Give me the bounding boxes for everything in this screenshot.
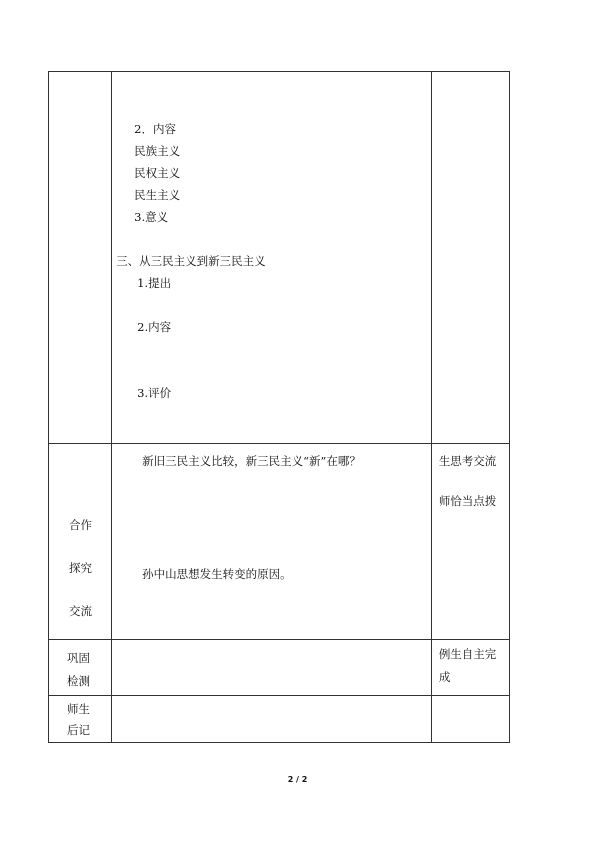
row-label: 合作 [69,518,92,532]
section-heading: 三、从三民主义到新三民主义 [116,254,266,268]
row-label: 探究 [69,561,92,575]
row-label: 后记 [67,723,90,737]
table-row [49,72,510,444]
content-line: 新旧三民主义比较，新三民主义“新”在哪？ [142,454,361,468]
row-label: 师生 [67,702,90,716]
row-label: 交流 [69,604,92,618]
table-row [49,640,510,696]
content-line: 民权主义 [134,166,181,180]
row3-label-cell [49,640,112,696]
row-label: 巩固 [67,651,90,665]
row2-content-cell [112,444,432,640]
content-line: 民族主义 [134,144,181,158]
teaching-note: 例生自主完 [438,647,497,661]
row1-label-cell [49,72,112,444]
row1-right-cell [431,72,509,444]
row2-label-cell [49,444,112,640]
row4-right-cell [431,696,509,743]
teaching-note: 师恰当点拨 [438,494,497,508]
teaching-note: 成 [438,670,451,684]
row-label: 检测 [67,674,90,688]
content-line: 3.评价 [137,386,172,400]
row3-content-cell [112,640,432,696]
content-line: 民生主义 [134,188,181,202]
page-number: 2 / 2 [287,775,308,784]
content-line: 1.提出 [137,276,172,290]
lesson-plan-table [48,71,510,743]
table-row [49,444,510,640]
content-line: 孙中山思想发生转变的原因。 [142,567,292,581]
content-line: 2.内容 [137,320,172,334]
teaching-note: 生思考交流 [438,454,497,468]
row1-content-cell [112,72,432,444]
row4-content-cell [112,696,432,743]
content-line: 2．内容 [134,122,176,136]
row4-label-cell [49,696,112,743]
content-line: 3.意义 [134,210,169,224]
row3-right-cell [431,640,509,696]
row2-right-cell [431,444,509,640]
table-row [49,696,510,743]
